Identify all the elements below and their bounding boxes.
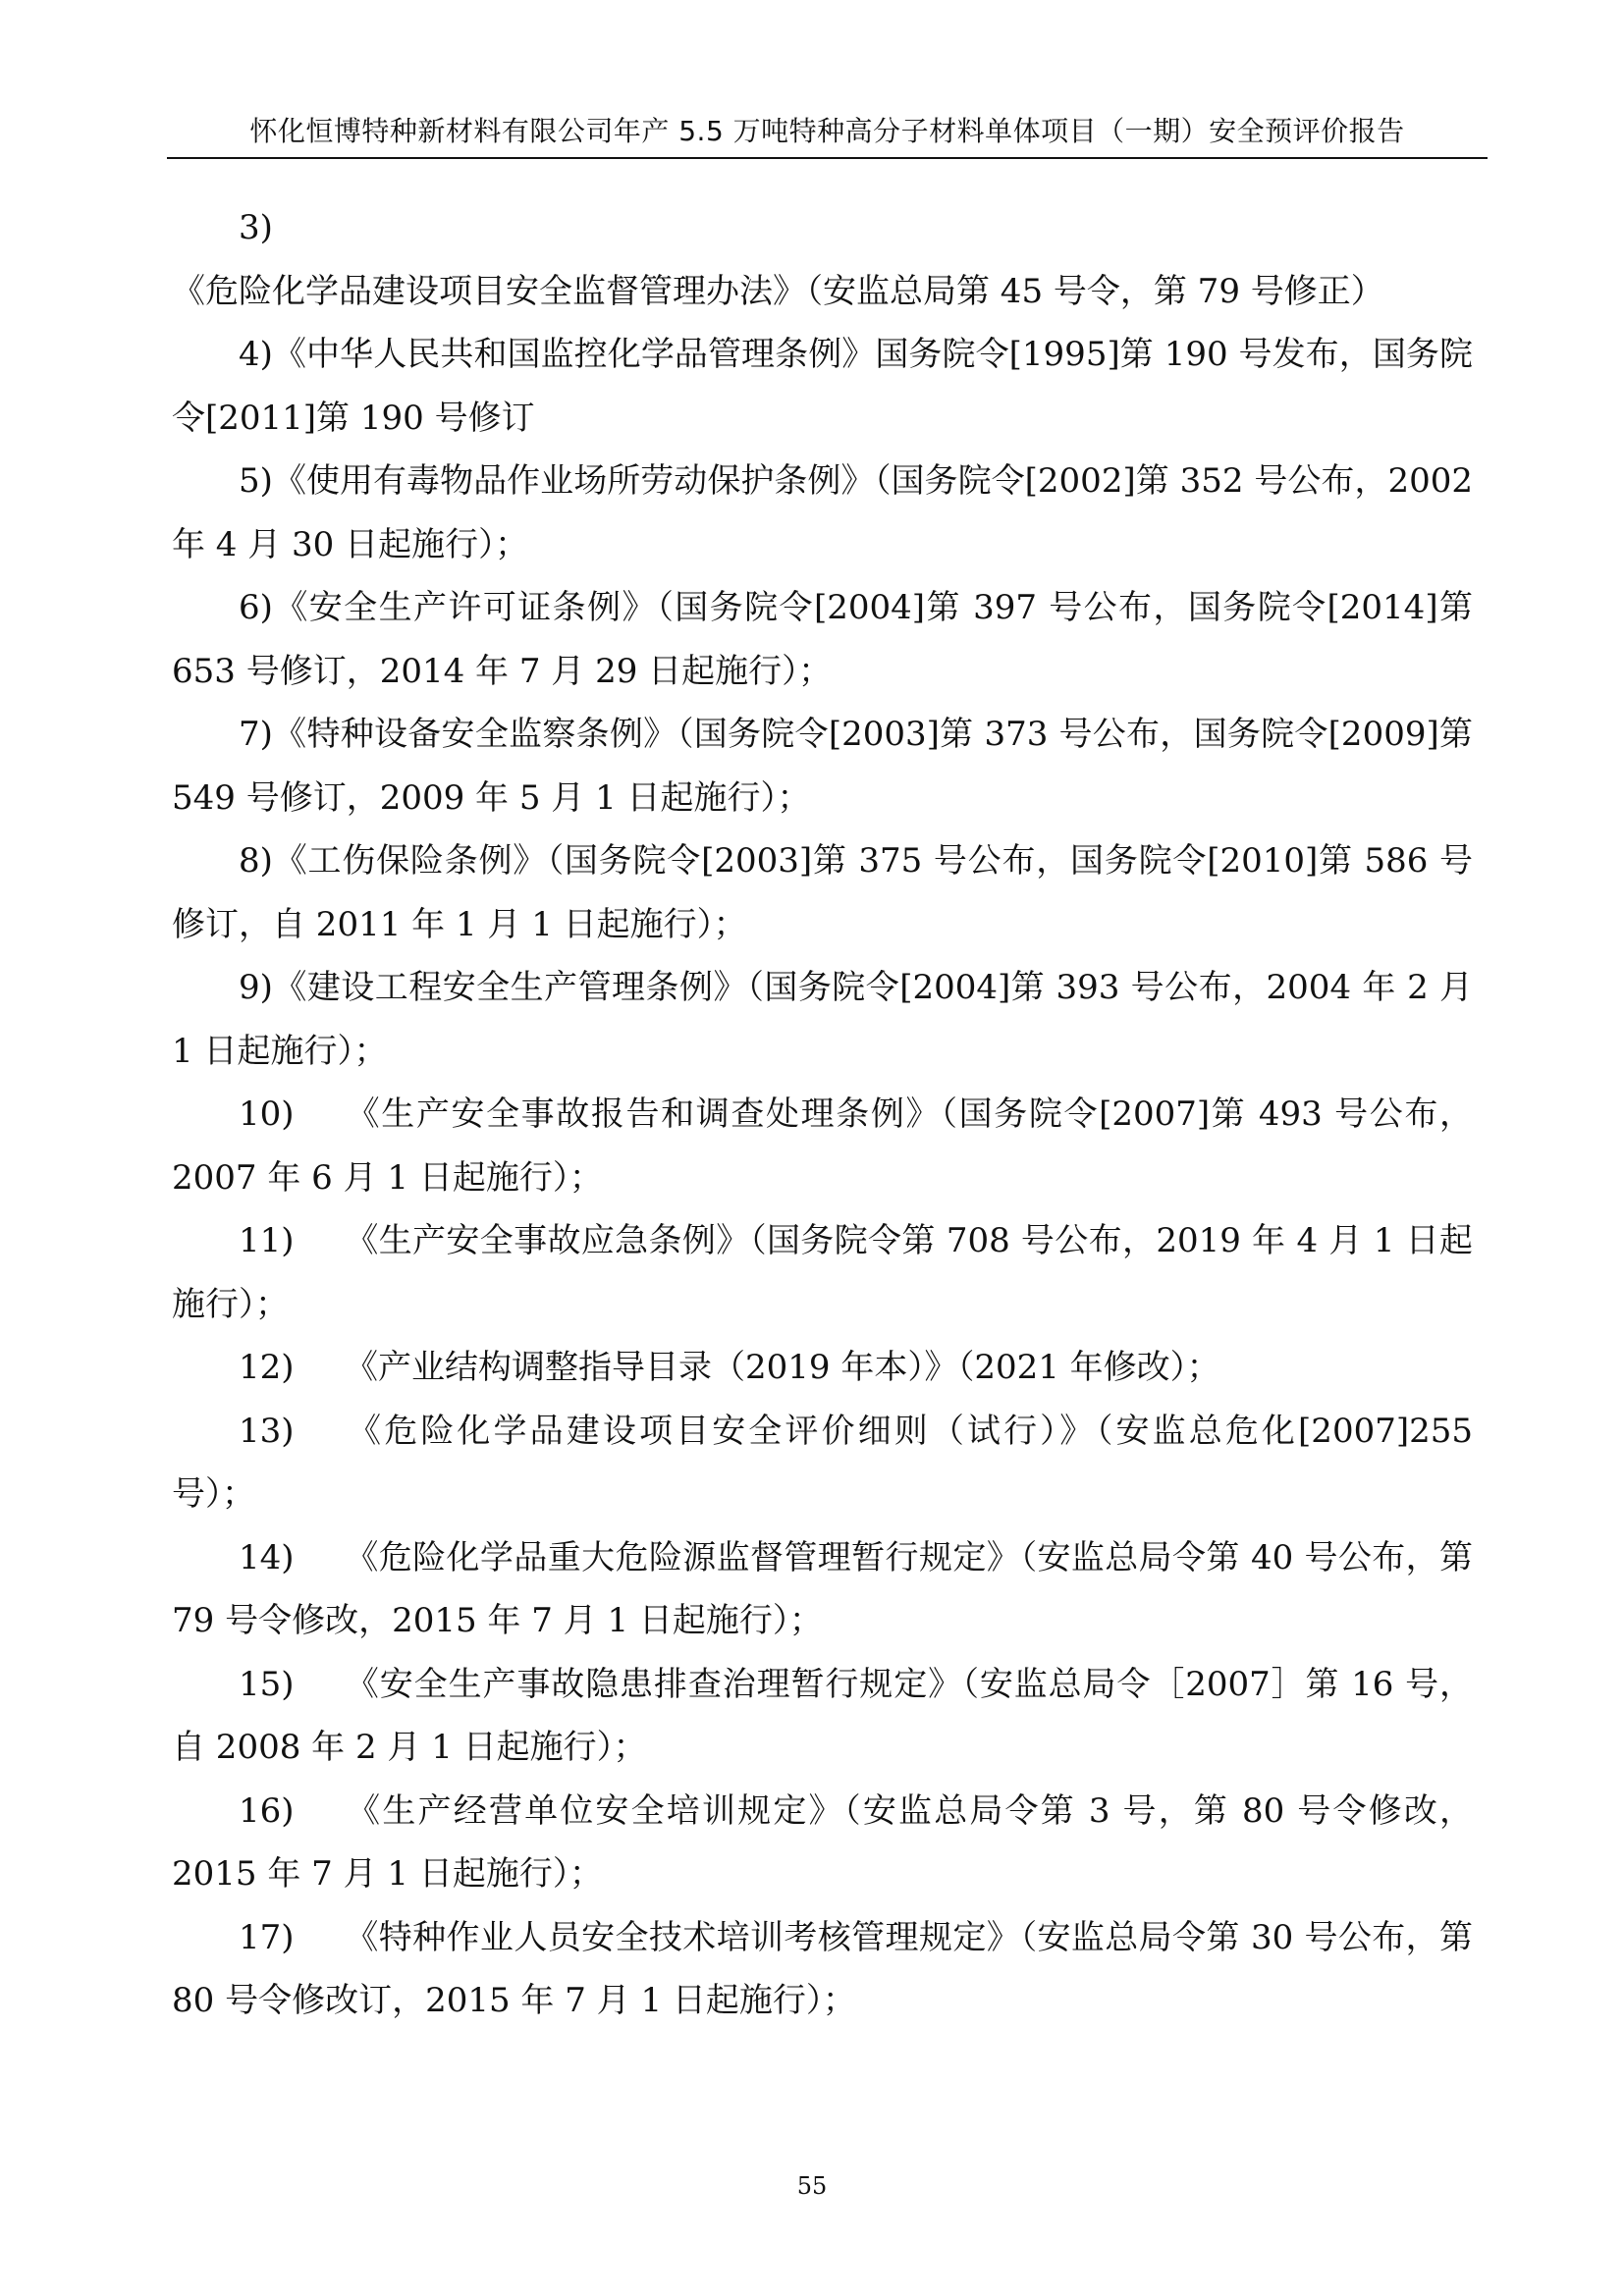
list-item: [172, 1336, 1473, 1400]
item-number: 12): [239, 1348, 295, 1387]
item-number: 13): [239, 1411, 295, 1451]
item-text: 《使用有毒物品作业场所劳动保护条例》（国务院令[2002]第 352 号公布，2002 年 4 月 30 日起施行）；: [172, 461, 1473, 564]
regulation-list: [172, 196, 1473, 2033]
item-number: 5): [239, 461, 273, 501]
list-item: [172, 323, 1473, 450]
list-item: [172, 1400, 1473, 1526]
item-number: 14): [239, 1537, 295, 1577]
list-item: [172, 956, 1473, 1083]
item-text: 《生产安全事故应急条例》（国务院令第 708 号公布，2019 年 4 月 1 日起施行）；: [172, 1221, 1473, 1324]
item-text: 《工伤保险条例》（国务院令[2003]第 375 号公布，国务院令[2010]第 586 号修订，自 2011 年 1 月 1 日起施行）；: [172, 841, 1473, 944]
item-number: 6): [239, 588, 273, 627]
item-number: 17): [239, 1917, 295, 1957]
item-number: 9): [239, 968, 273, 1007]
list-item: [172, 829, 1473, 956]
item-text: 《危险化学品建设项目安全监督管理办法》（安监总局第 45 号令，第 79 号修正）: [172, 271, 1384, 311]
list-item: [172, 576, 1473, 703]
item-number: 4): [239, 335, 273, 374]
item-text: 《危险化学品建设项目安全评价细则（试行）》（安监总危化[2007]255 号）；: [172, 1411, 1473, 1514]
item-number: 8): [239, 841, 273, 881]
item-number: 15): [239, 1664, 295, 1704]
item-text: 《安全生产事故隐患排查治理暂行规定》（安监总局令［2007］第 16 号，自 2008 年 2 月 1 日起施行）；: [172, 1664, 1473, 1767]
item-text: 《特种作业人员安全技术培训考核管理规定》（安监总局令第 30 号公布，第 80 号令修改订，2015 年 7 月 1 日起施行）；: [172, 1917, 1473, 2020]
item-text: 《生产安全事故报告和调查处理条例》（国务院令[2007]第 493 号公布，2007 年 6 月 1 日起施行）；: [172, 1095, 1473, 1198]
item-text: 《特种设备安全监察条例》（国务院令[2003]第 373 号公布，国务院令[2009]第 549 号修订，2009 年 5 月 1 日起施行）；: [172, 715, 1473, 818]
item-text: 《生产经营单位安全培训规定》（安监总局令第 3 号，第 80 号令修改，2015 年 7 月 1 日起施行）；: [172, 1790, 1473, 1894]
item-text: 《产业结构调整指导目录（2019 年本）》（2021 年修改）；: [345, 1348, 1220, 1387]
item-number: 11): [239, 1221, 295, 1260]
item-text: 《危险化学品重大危险源监督管理暂行规定》（安监总局令第 40 号公布，第 79 号令修改，2015 年 7 月 1 日起施行）；: [172, 1537, 1473, 1640]
list-item: [172, 1083, 1473, 1209]
list-item: [172, 1526, 1473, 1653]
item-number: 16): [239, 1790, 295, 1831]
list-item: [172, 703, 1473, 829]
item-text: 《中华人民共和国监控化学品管理条例》国务院令[1995]第 190 号发布，国务院令[2011]第 190 号修订: [172, 335, 1473, 438]
list-item: [172, 196, 1473, 323]
list-item: [172, 1209, 1473, 1336]
item-number: 3): [239, 208, 273, 247]
item-number: 10): [239, 1095, 295, 1134]
running-header: 怀化恒博特种新材料有限公司年产 5.5 万吨特种高分子材料单体项目（一期）安全预评价报告: [249, 115, 1405, 147]
page-number: 55: [796, 2172, 828, 2200]
item-number: 7): [239, 715, 273, 754]
list-item: [172, 1780, 1473, 1906]
item-text: 《建设工程安全生产管理条例》（国务院令[2004]第 393 号公布，2004 年 2 月 1 日起施行）；: [172, 968, 1473, 1071]
list-item: [172, 450, 1473, 576]
item-text: 《安全生产许可证条例》（国务院令[2004]第 397 号公布，国务院令[2014]第 653 号修订，2014 年 7 月 29 日起施行）；: [172, 588, 1473, 691]
list-item: [172, 1653, 1473, 1780]
list-item: [172, 1906, 1473, 2033]
header-divider: [167, 157, 1488, 159]
